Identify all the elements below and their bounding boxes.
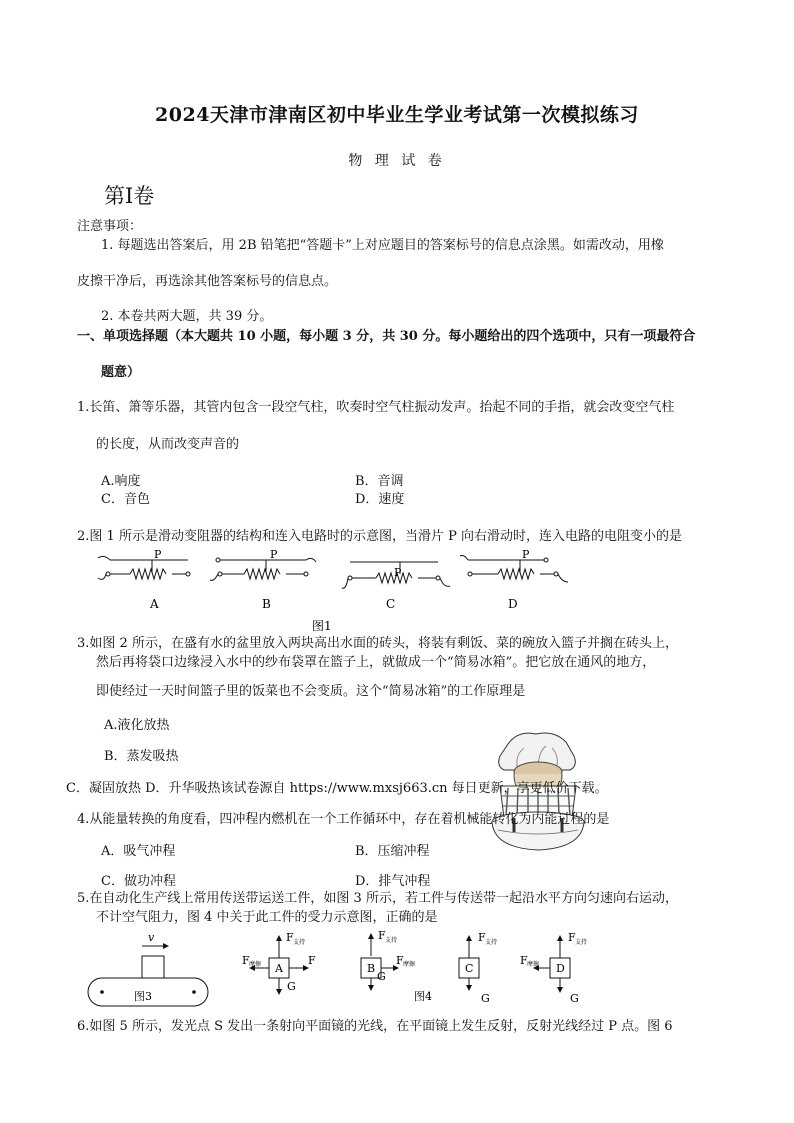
fd-gravity: G xyxy=(570,992,579,1005)
q1-option-d: D．速度 xyxy=(355,492,405,507)
section-heading-cont: 题意） xyxy=(101,365,141,380)
section-heading: 一、单项选择题（本大题共 10 小题，每小题 3 分，共 30 分。每小题给出的四个选项中，只有一项最符合 xyxy=(77,329,696,344)
q4-option-a: A．吸气冲程 xyxy=(101,844,176,859)
fb-support-sub: 支持 xyxy=(385,937,398,944)
force-diagram-b xyxy=(361,929,432,1003)
fc-support: F xyxy=(478,931,486,944)
rheostat-b xyxy=(210,558,316,580)
fig1-label-b: B xyxy=(262,597,271,611)
question-3-cont2: 即使经过一天时间篮子里的饭菜也不会变质。这个“简易冰箱”的工作原理是 xyxy=(96,684,526,699)
figure-1-rheostats xyxy=(90,548,570,634)
fa-gravity: G xyxy=(287,980,296,993)
velocity-label: v xyxy=(148,931,155,944)
slider-label-b: P xyxy=(270,548,278,561)
slider-label-d: P xyxy=(522,548,530,561)
q4-option-d: D．排气冲程 xyxy=(355,874,431,889)
notes-item-1: 1. 每题选出答案后，用 2B 铅笔把“答题卡”上对应题目的答案标号的信息点涂黑。如需改动，用橡 xyxy=(101,238,664,253)
force-diagram-c xyxy=(459,931,497,1005)
q1-option-b: B．音调 xyxy=(355,474,404,489)
question-1: 1.长笛、箫等乐器，其管内包含一段空气柱，吹奏时空气柱振动发声。抬起不同的手指，就会改变空气柱 xyxy=(77,400,675,415)
question-3: 3.如图 2 所示，在盛有水的盆里放入两块高出水面的砖头，将装有剩饭、菜的碗放入篮子并搁在砖头上， xyxy=(77,636,678,651)
q4-option-c: C．做功冲程 xyxy=(101,874,176,889)
box-label-b: B xyxy=(367,962,376,975)
question-3-cont: 然后再将袋口边缘浸入水中的纱布袋罩在篮子上，就做成一个“简易冰箱”。把它放在通风的地方， xyxy=(96,655,656,670)
fd-friction: F xyxy=(520,954,528,967)
page-subtitle: 物 理 试 卷 xyxy=(348,153,446,169)
fd-support-sub: 支持 xyxy=(575,939,588,946)
fa-support-sub: 支持 xyxy=(293,939,306,946)
question-4: 4.从能量转换的角度看，四冲程内燃机在一个工作循环中，存在着机械能转化为内能过程的是 xyxy=(77,812,610,827)
question-6: 6.如图 5 所示，发光点 S 发出一条射向平面镜的光线，在平面镜上发生反射，反射光线经过 P 点。图 6 xyxy=(77,1019,673,1034)
q4-option-b: B．压缩冲程 xyxy=(355,844,430,859)
q3-option-a: A.液化放热 xyxy=(104,718,170,733)
question-2: 2.图 1 所示是滑动变阻器的结构和连入电路时的示意图，当滑片 P 向右滑动时，连入电路的电阻变小的是 xyxy=(77,529,682,544)
fc-support-sub: 支持 xyxy=(485,939,498,946)
fb-gravity: G xyxy=(377,970,386,983)
fig1-caption: 图1 xyxy=(312,619,332,633)
box-label-a: A xyxy=(275,962,283,975)
slider-label-a: P xyxy=(154,548,162,561)
slider-label-c: P xyxy=(394,566,402,579)
fig1-label-c: C xyxy=(386,597,396,611)
fa-friction-sub: 摩擦 xyxy=(249,961,262,968)
force-diagram-d xyxy=(520,931,587,1005)
fig1-label-d: D xyxy=(508,597,518,611)
rheostat-a xyxy=(98,556,190,579)
figure-3-4-forces xyxy=(86,928,596,1012)
page-title: 2024天津市津南区初中毕业生学业考试第一次模拟练习 xyxy=(155,104,639,126)
box-label-d: D xyxy=(556,962,565,975)
fb-friction-sub: 摩擦 xyxy=(403,961,416,968)
q3-option-b: B．蒸发吸热 xyxy=(104,749,179,764)
fd-friction-sub: 摩擦 xyxy=(527,961,540,968)
fb-friction: F xyxy=(396,954,404,967)
fb-support: F xyxy=(378,929,386,942)
q1-option-a: A.响度 xyxy=(101,474,141,489)
notes-item-1-cont: 皮擦干净后，再选涂其他答案标号的信息点。 xyxy=(77,274,338,289)
q3-options-c-d: C．凝固放热 D．升华吸热该试卷源自 https://www.mxsj663.cn 每日更新，享更低价下载。 xyxy=(66,781,608,796)
box-label-c: C xyxy=(465,962,474,975)
question-5: 5.在自动化生产线上常用传送带运送工件，如图 3 所示，若工件与传送带一起沿水平方向匀速向右运动， xyxy=(77,891,678,906)
force-diagram-a xyxy=(242,931,316,994)
fig3-caption: 图3 xyxy=(134,990,152,1003)
question-5-cont: 不计空气阻力，图 4 中关于此工件的受力示意图，正确的是 xyxy=(96,910,438,925)
notes-item-2: 2. 本卷共两大题，共 39 分。 xyxy=(101,309,273,324)
question-1-cont: 的长度，从而改变声音的 xyxy=(96,437,240,452)
figure-3-conveyor xyxy=(88,931,208,1006)
q1-option-c: C．音色 xyxy=(101,492,150,507)
fig4-caption: 图4 xyxy=(414,990,432,1003)
fa-force-plain: F xyxy=(308,954,316,967)
rheostat-d xyxy=(460,556,568,583)
fd-support: F xyxy=(568,931,576,944)
notes-heading: 注意事项： xyxy=(77,219,143,234)
fc-gravity: G xyxy=(481,992,490,1005)
volume-heading: 第Ⅰ卷 xyxy=(104,184,155,208)
fig1-label-a: A xyxy=(150,597,159,611)
fa-support: F xyxy=(286,931,294,944)
fa-friction: F xyxy=(242,954,250,967)
